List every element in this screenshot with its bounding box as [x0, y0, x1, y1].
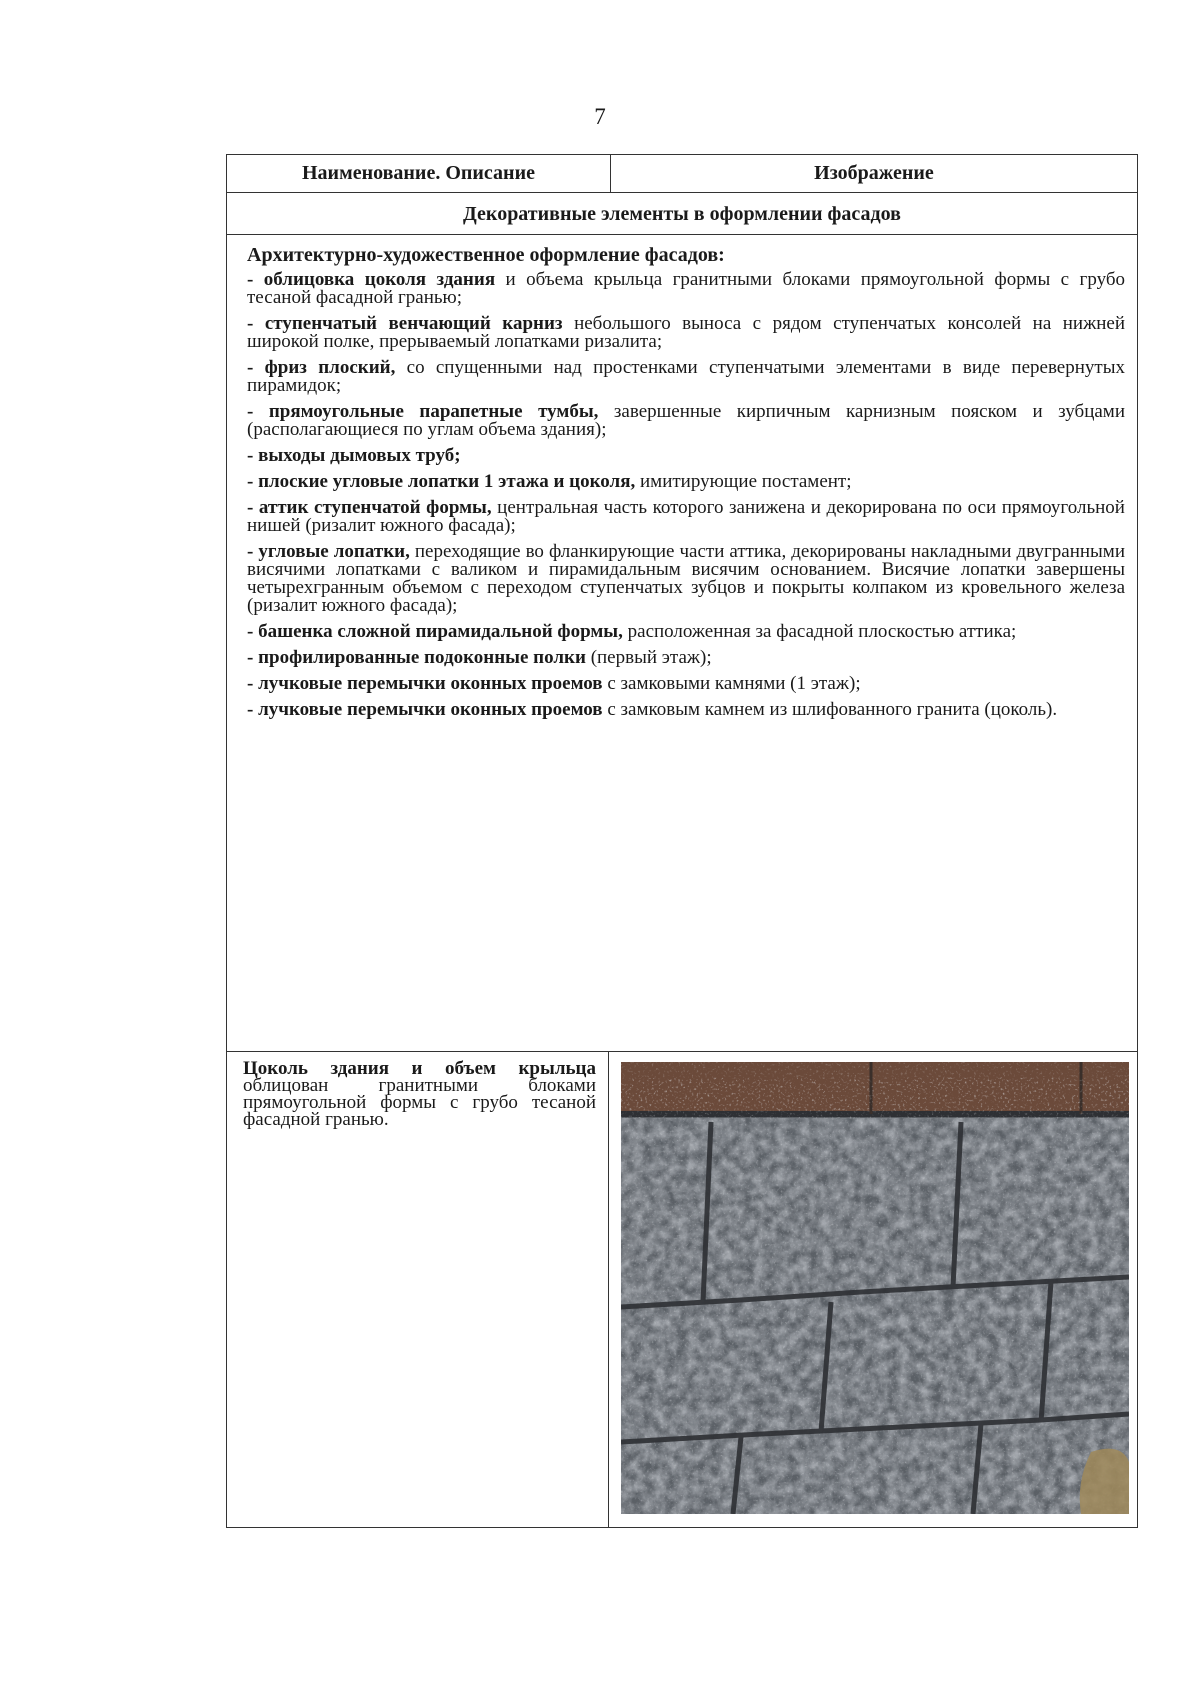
- item-term: - ступенчатый венчающий карниз: [247, 313, 563, 334]
- section-title: Декоративные элементы в оформлении фасадов: [227, 193, 1137, 235]
- plinth-description: [243, 1060, 596, 1128]
- item-term: - угловые лопатки,: [247, 541, 410, 562]
- header-name-description: Наименование. Описание: [227, 155, 611, 192]
- item-text: центральная часть которого занижена и декорирована по оси прямоугольной нишей (ризалит южного фасада);: [247, 497, 1125, 536]
- list-item: [247, 543, 1125, 615]
- list-item: [247, 473, 1125, 491]
- item-term: - облицовка цоколя здания: [247, 269, 496, 290]
- list-item: [247, 403, 1125, 439]
- table-header-row: [227, 155, 1137, 193]
- granite-wall-photo: [621, 1062, 1129, 1514]
- plinth-text: облицован гранитными блоками прямоугольной формы с грубо тесаной фасадной гранью.: [243, 1075, 596, 1130]
- item-term: - плоские угловые лопатки 1 этажа и цоколя,: [247, 471, 636, 492]
- list-item: [247, 499, 1125, 535]
- list-item: [247, 447, 1125, 465]
- item-text: со спущенными над простенками ступенчатыми элементами в виде перевернутых пирамидок;: [247, 357, 1125, 396]
- list-item: [247, 623, 1125, 641]
- list-item: [247, 701, 1125, 719]
- item-text: и объема крыльца гранитными блоками прямоугольной формы с грубо тесаной фасадной гранью;: [247, 269, 1126, 308]
- header-image: Изображение: [814, 162, 934, 184]
- item-text: небольшого выноса с рядом ступенчатых консолей на нижней широкой полке, прерываемый лопатками ризалита;: [247, 313, 1126, 352]
- item-text: расположенная за фасадной плоскостью аттика;: [622, 621, 1017, 642]
- list-item: [247, 675, 1125, 693]
- granite-wall-image: [621, 1062, 1129, 1514]
- item-text: с замковыми камнями (1 этаж);: [602, 673, 861, 694]
- list-item: [247, 649, 1125, 667]
- description-table: [226, 154, 1138, 1528]
- item-term: - башенка сложной пирамидальной формы,: [247, 621, 623, 642]
- item-text: завершенные кирпичным карнизным пояском и зубцами (располагающиеся по углам объема здания);: [247, 401, 1125, 440]
- item-text: переходящие во фланкирующие части аттика, декорированы накладными двугранными висячими лопатками с валиком и пирамидальным висячим основанием. Висячие лопатки завершены четырехгранным объемом с переходом ступенчатых зубцов и покрыты колпаком из кровельного железа (ризалит южного фасада);: [247, 541, 1125, 616]
- item-text: с замковым камнем из шлифованного гранита (цоколь).: [602, 699, 1058, 720]
- plinth-term: Цоколь здания и объем крыльца: [243, 1058, 596, 1079]
- item-term: - выходы дымовых труб;: [247, 445, 461, 466]
- item-term: - профилированные подоконные полки: [247, 647, 586, 668]
- item-term: - аттик ступенчатой формы,: [247, 497, 492, 518]
- description-cell: [227, 235, 1137, 1052]
- item-term: - прямоугольные парапетные тумбы,: [247, 401, 599, 422]
- item-text: имитирующие постамент;: [635, 471, 852, 492]
- list-item: [247, 315, 1125, 351]
- list-item: [247, 271, 1125, 307]
- description-heading: Архитектурно-художественное оформление фасадов:: [247, 244, 725, 266]
- list-item: [247, 359, 1125, 395]
- item-text: (первый этаж);: [585, 647, 712, 668]
- plinth-row: [227, 1052, 1137, 1527]
- element-list: [247, 271, 1125, 719]
- plinth-description-cell: [227, 1052, 609, 1527]
- item-term: - лучковые перемычки оконных проемов: [247, 699, 603, 720]
- item-term: - лучковые перемычки оконных проемов: [247, 673, 603, 694]
- page-number: 7: [594, 104, 606, 129]
- item-term: - фриз плоский,: [247, 357, 396, 378]
